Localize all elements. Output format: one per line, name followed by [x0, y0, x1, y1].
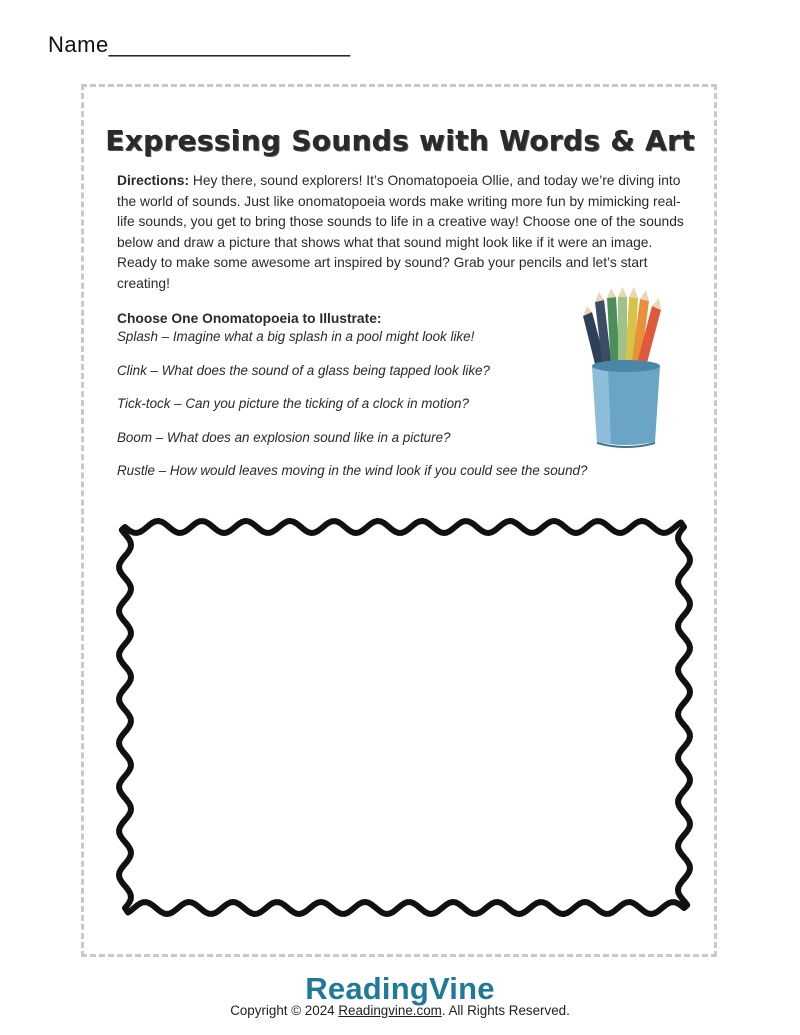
copyright-prefix: Copyright © 2024 [230, 1003, 335, 1018]
copyright-suffix: . All Rights Reserved. [441, 1003, 570, 1018]
sound-option-tick-tock: Tick-tock – Can you picture the ticking of a clock in motion? [117, 396, 469, 411]
drawing-area-border [119, 521, 690, 914]
sound-option-clink: Clink – What does the sound of a glass being tapped look like? [117, 362, 490, 378]
sound-option-boom: Boom – What does an explosion sound like in a picture? [117, 429, 451, 445]
name-label: Name [48, 32, 109, 57]
website-link[interactable]: Readingvine.com [338, 1003, 442, 1018]
directions-label: Directions: [117, 173, 190, 188]
sound-option-rustle: Rustle – How would leaves moving in the wind look if you could see the sound? [117, 463, 588, 478]
choose-heading: Choose One Onomatopoeia to Illustrate: [117, 311, 382, 326]
directions-text: Hey there, sound explorers! It’s Onomatopoeia Ollie, and today we’re diving into the world of sounds. Just like onomatopoeia words make writing more fun by mimicking real-life sounds, you get to bring those sounds to life in a creative way! Choose one of the sounds below and draw a picture that shows what that sound might look like if it were an image. Ready to make some awesome art inspired by sound? Grab your pencils and let’s start creating! [117, 173, 684, 291]
sound-option-splash: Splash – Imagine what a big splash in a pool might look like! [117, 329, 475, 344]
page-title: Expressing Sounds with Words & Art [105, 124, 695, 157]
copyright-text [0, 1003, 800, 1018]
name-blank: ___________________ [108, 32, 351, 57]
brand-logo: ReadingVine [305, 971, 495, 1006]
